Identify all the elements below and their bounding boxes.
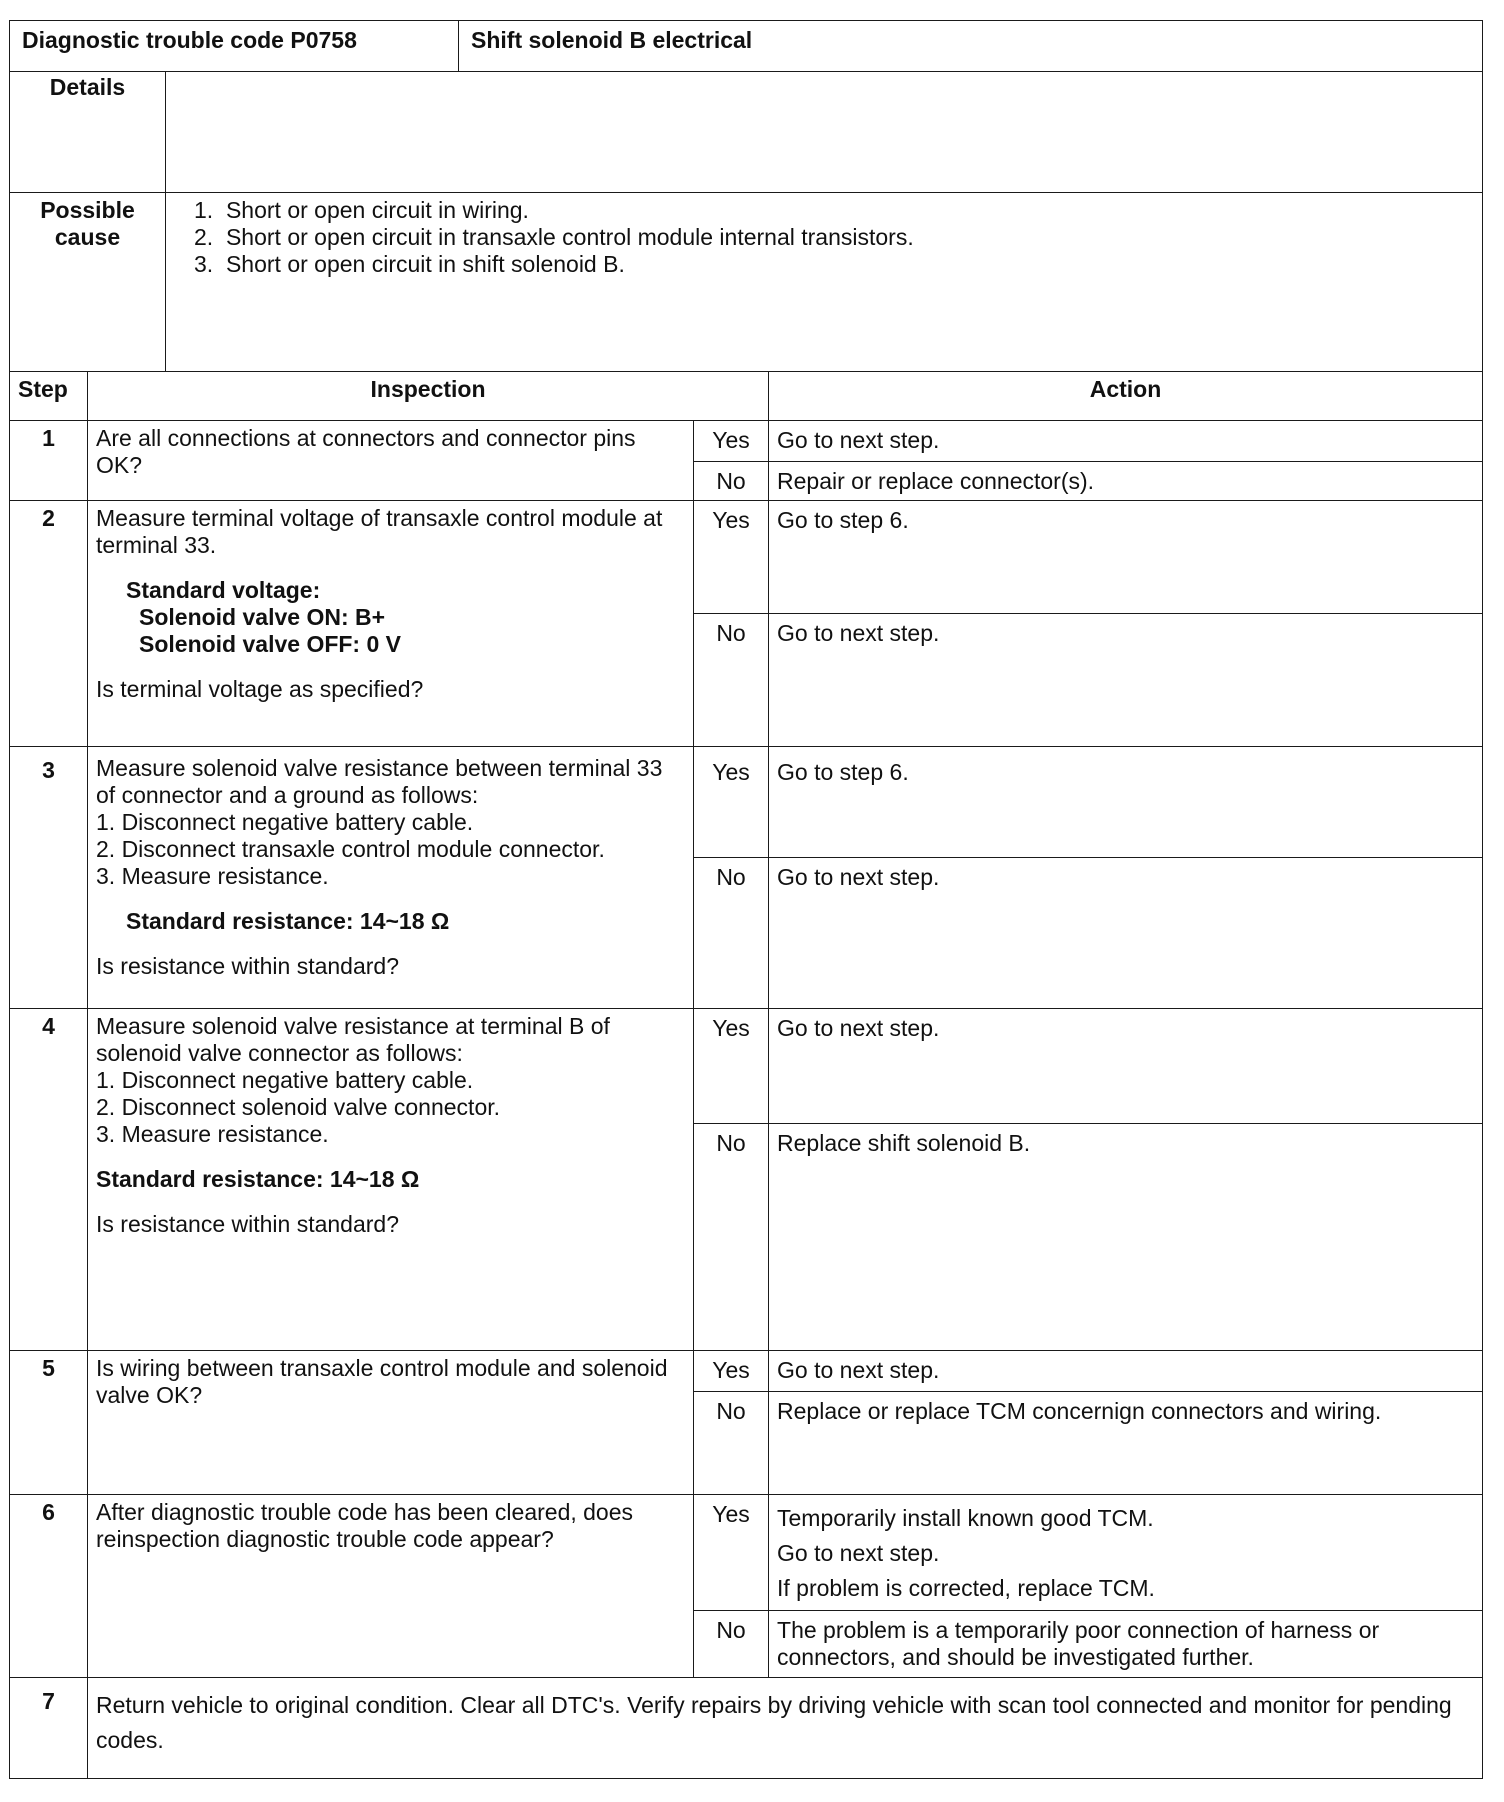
possible-cause-list bbox=[166, 193, 1483, 372]
possible-cause-label-line: cause bbox=[54, 224, 121, 250]
inspection-substep: 3. Measure resistance. bbox=[96, 863, 329, 889]
yes-label: Yes bbox=[694, 1009, 769, 1124]
diagnostic-table bbox=[9, 20, 1483, 1779]
step-inspection bbox=[88, 501, 694, 747]
yes-label: Yes bbox=[694, 747, 769, 858]
yes-action: Go to step 6. bbox=[769, 501, 1483, 614]
no-label: No bbox=[694, 858, 769, 1009]
yes-label: Yes bbox=[694, 1495, 769, 1611]
step-inspection: Is wiring between transaxle control module and solenoid valve OK? bbox=[88, 1351, 694, 1495]
yes-label: Yes bbox=[694, 1351, 769, 1392]
inspection-substep: 1. Disconnect negative battery cable. bbox=[96, 1067, 474, 1093]
yes-label: Yes bbox=[694, 421, 769, 462]
standard-value: Standard resistance: 14~18 Ω bbox=[96, 1166, 420, 1192]
no-action: Repair or replace connector(s). bbox=[769, 462, 1483, 501]
step-inspection: Are all connections at connectors and connector pins OK? bbox=[88, 421, 694, 501]
no-action: Replace shift solenoid B. bbox=[769, 1124, 1483, 1351]
standard-value: Solenoid valve ON: B+ bbox=[139, 604, 386, 630]
step-column-header: Step bbox=[10, 372, 88, 421]
dtc-code: Diagnostic trouble code P0758 bbox=[10, 21, 459, 72]
standard-title: Standard voltage: bbox=[126, 577, 321, 603]
step-number: 6 bbox=[10, 1495, 88, 1678]
action-column-header: Action bbox=[769, 372, 1483, 421]
possible-cause-label bbox=[10, 193, 166, 372]
dtc-title: Shift solenoid B electrical bbox=[459, 21, 1483, 72]
step-row bbox=[10, 1009, 1483, 1124]
details-text bbox=[166, 72, 1483, 193]
column-header-row bbox=[10, 372, 1483, 421]
inspection-column-header: Inspection bbox=[88, 372, 769, 421]
inspection-substep: 3. Measure resistance. bbox=[96, 1121, 329, 1147]
step-row bbox=[10, 421, 1483, 462]
no-action: Go to next step. bbox=[769, 614, 1483, 747]
yes-action: Go to next step. bbox=[769, 1351, 1483, 1392]
step-number: 5 bbox=[10, 1351, 88, 1495]
possible-cause-row bbox=[10, 193, 1483, 372]
yes-action: Go to step 6. bbox=[769, 747, 1483, 858]
no-label: No bbox=[694, 614, 769, 747]
inspection-substep: 2. Disconnect solenoid valve connector. bbox=[96, 1094, 501, 1120]
inspection-text: Measure terminal voltage of transaxle control module at terminal 33. bbox=[96, 505, 663, 558]
no-action: Go to next step. bbox=[769, 858, 1483, 1009]
yes-label: Yes bbox=[694, 501, 769, 614]
step-number: 2 bbox=[10, 501, 88, 747]
yes-action bbox=[769, 1495, 1483, 1611]
no-label: No bbox=[694, 1124, 769, 1351]
yes-action-line: Temporarily install known good TCM. bbox=[777, 1505, 1154, 1531]
inspection-question: Is resistance within standard? bbox=[96, 953, 399, 979]
step-inspection bbox=[88, 747, 694, 1009]
inspection-text: Measure solenoid valve resistance between terminal 33 of connector and a ground as follows: bbox=[96, 755, 663, 808]
inspection-substep: 1. Disconnect negative battery cable. bbox=[96, 809, 474, 835]
inspection-text: Measure solenoid valve resistance at terminal B of solenoid valve connector as follows: bbox=[96, 1013, 610, 1066]
cause-item: 3. Short or open circuit in shift solenoid B. bbox=[194, 251, 625, 277]
yes-action-line: If problem is corrected, replace TCM. bbox=[777, 1575, 1155, 1601]
diagnostic-page bbox=[9, 20, 1482, 1779]
step-number: 7 bbox=[10, 1678, 88, 1779]
no-action: Replace or replace TCM concernign connectors and wiring. bbox=[769, 1392, 1483, 1495]
no-label: No bbox=[694, 1611, 769, 1678]
step-row bbox=[10, 501, 1483, 614]
details-row bbox=[10, 72, 1483, 193]
step-row bbox=[10, 747, 1483, 858]
step-number: 3 bbox=[10, 747, 88, 1009]
details-label: Details bbox=[10, 72, 166, 193]
step-row bbox=[10, 1678, 1483, 1779]
standard-value: Standard resistance: 14~18 Ω bbox=[126, 908, 450, 934]
step-inspection bbox=[88, 1009, 694, 1351]
inspection-substep: 2. Disconnect transaxle control module connector. bbox=[96, 836, 605, 862]
step-text: Return vehicle to original condition. Clear all DTC's. Verify repairs by driving vehicle with scan tool connected and monitor for pending codes. bbox=[88, 1678, 1483, 1779]
cause-item: 2. Short or open circuit in transaxle control module internal transistors. bbox=[194, 224, 914, 250]
yes-action: Go to next step. bbox=[769, 1009, 1483, 1124]
inspection-question: Is terminal voltage as specified? bbox=[96, 676, 424, 702]
no-label: No bbox=[694, 1392, 769, 1495]
step-number: 4 bbox=[10, 1009, 88, 1351]
possible-cause-label-line: Possible bbox=[40, 197, 135, 223]
standard-value: Solenoid valve OFF: 0 V bbox=[139, 631, 402, 657]
yes-action-line: Go to next step. bbox=[777, 1540, 940, 1566]
header-row bbox=[10, 21, 1483, 72]
no-action: The problem is a temporarily poor connection of harness or connectors, and should be investigated further. bbox=[769, 1611, 1483, 1678]
inspection-question: Is resistance within standard? bbox=[96, 1211, 399, 1237]
step-number: 1 bbox=[10, 421, 88, 501]
step-row bbox=[10, 1495, 1483, 1611]
cause-item: 1. Short or open circuit in wiring. bbox=[194, 197, 529, 223]
step-inspection: After diagnostic trouble code has been cleared, does reinspection diagnostic trouble code appear? bbox=[88, 1495, 694, 1678]
yes-action: Go to next step. bbox=[769, 421, 1483, 462]
step-row bbox=[10, 1351, 1483, 1392]
no-label: No bbox=[694, 462, 769, 501]
